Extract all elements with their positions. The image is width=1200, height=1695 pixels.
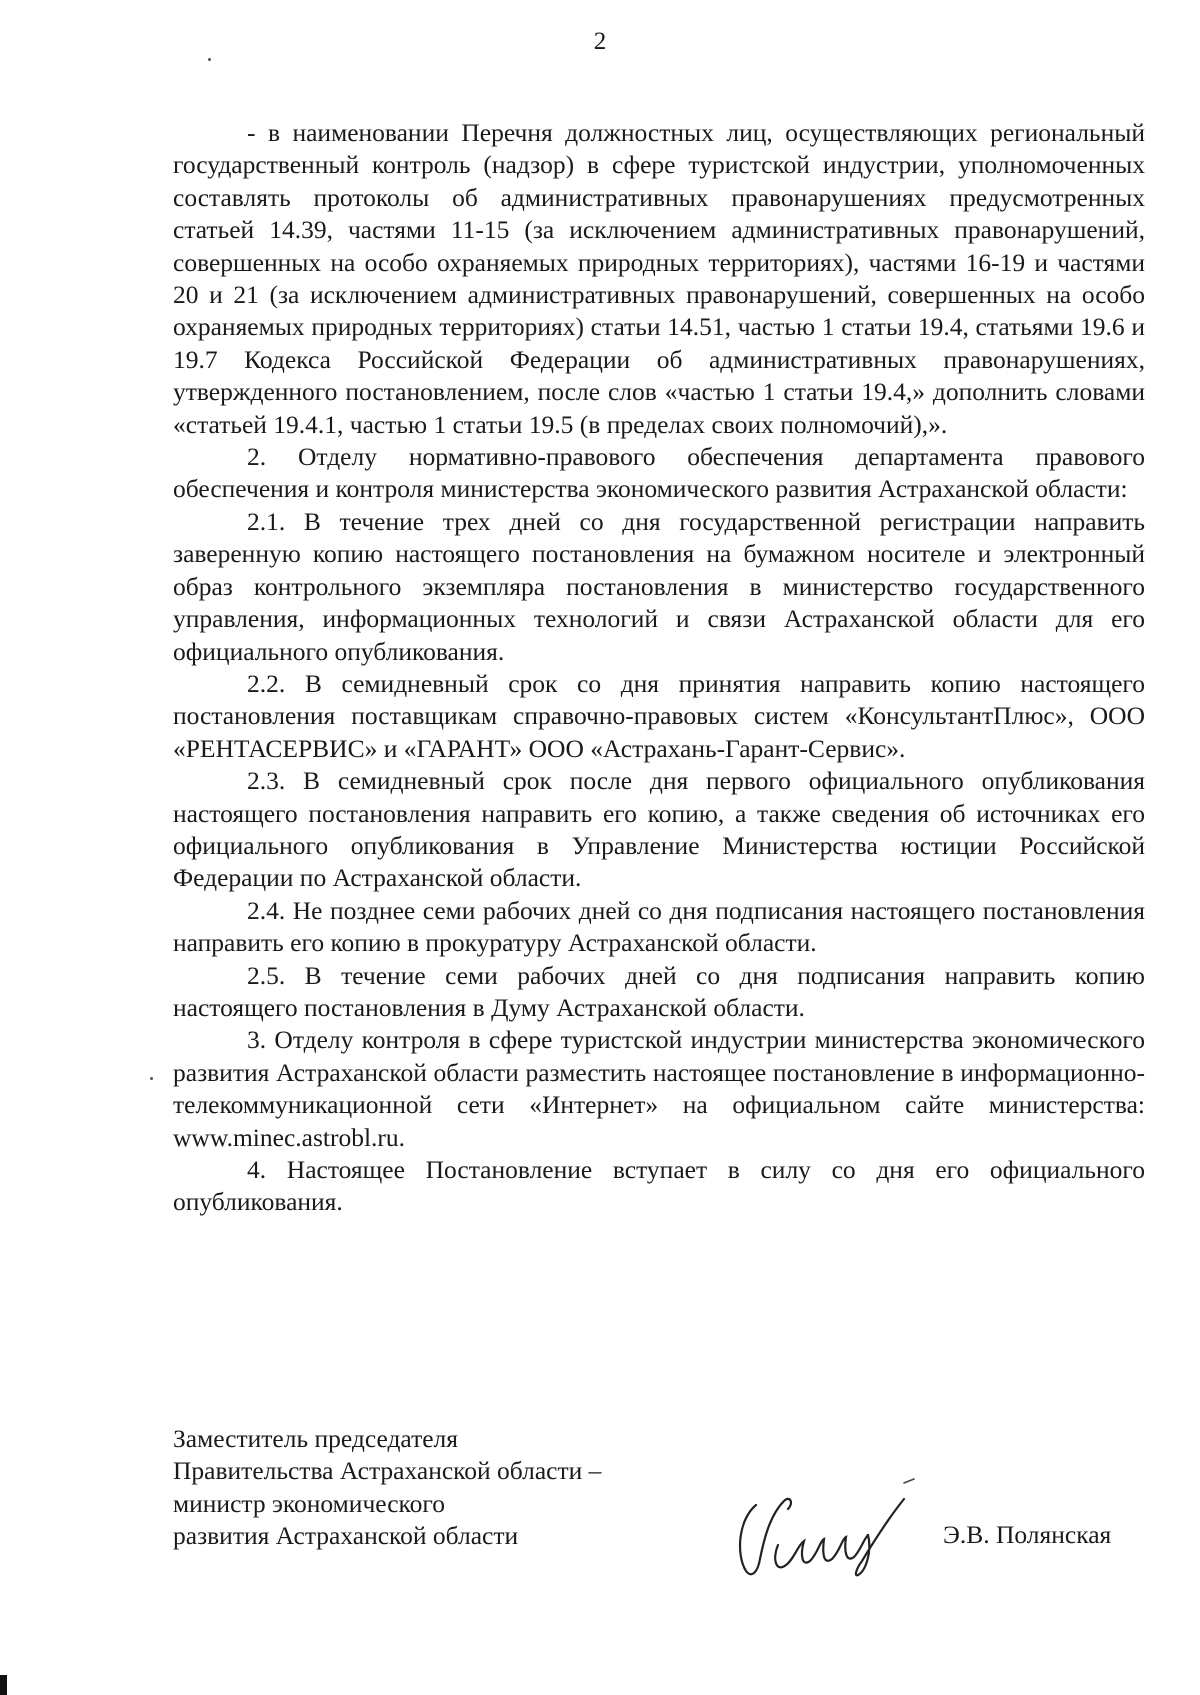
paragraph: 2.1. В течение трех дней со дня государственной регистрации направить заверенную копию настоящего постановления на бумажном носителе и электронный образ контрольного экземпляра постановления в министерство государственного управления, информационных технологий и связи Астраханской области для его официального опубликования. bbox=[173, 506, 1145, 666]
scan-edge-mark bbox=[0, 1675, 7, 1695]
paragraph: 3. Отделу контроля в сфере туристской индустрии министерства экономического развития Астраханской области разместить настоящее постановление в информационно-телекоммуникационной сети «Интернет» на официальном сайте министерства: www.minec.astrobl.ru. bbox=[173, 1025, 1145, 1152]
signature-block bbox=[173, 1423, 1145, 1563]
signer-title-line: развития Астраханской области bbox=[173, 1521, 519, 1551]
document-body bbox=[173, 117, 1145, 1219]
paragraph: 2.3. В семидневный срок после дня первого официального опубликования настоящего постановления направить его копию, а также сведения об источниках его официального опубликования в Управление Министерства юстиции Российской Федерации по Астраханской области. bbox=[173, 766, 1145, 893]
signer-name: Э.В. Полянская bbox=[943, 1520, 1112, 1549]
paragraph: 4. Настоящее Постановление вступает в силу со дня его официального опубликования. bbox=[173, 1155, 1145, 1217]
scan-speck bbox=[150, 1077, 153, 1080]
paragraph: 2.2. В семидневный срок со дня принятия направить копию настоящего постановления поставщикам справочно-правовых систем «КонсультантПлюс», ООО «РЕНТАСЕРВИС» и «ГАРАНТ» ООО «Астрахань-Гарант-Сервис». bbox=[173, 668, 1145, 763]
signer-title bbox=[173, 1423, 601, 1553]
handwritten-signature bbox=[728, 1475, 918, 1585]
paragraph: 2.5. В течение семи рабочих дней со дня подписания направить копию настоящего постановления в Думу Астраханской области. bbox=[173, 960, 1145, 1022]
paragraph: 2.4. Не позднее семи рабочих дней со дня подписания настоящего постановления направить его копию в прокуратуру Астраханской области. bbox=[173, 895, 1145, 958]
signer-title-line: Заместитель председателя bbox=[173, 1424, 458, 1453]
page-number: 2 bbox=[593, 28, 607, 55]
signer-title-line: министр экономического bbox=[173, 1488, 445, 1518]
scan-speck bbox=[208, 58, 211, 61]
paragraph: 2. Отделу нормативно-правового обеспечения департамента правового обеспечения и контроля министерства экономического развития Астраханской области: bbox=[173, 442, 1145, 504]
signer-title-line: Правительства Астраханской области – bbox=[173, 1456, 602, 1486]
paragraph: - в наименовании Перечня должностных лиц, осуществляющих региональный государственный контроль (надзор) в сфере туристской индустрии, уполномоченных составлять протоколы об административных правонарушениях предусмотренных статьей 14.39, частями 11-15 (за исключением административных правонарушений, совершенных на особо охраняемых природных территориях), частями 16-19 и частями 20 и 21 (за исключением административных правонарушений, совершенных на особо охраняемых природных территориях) статьи 14.51, частью 1 статьи 19.4, статьями 19.6 и 19.7 Кодекса Российской Федерации об административных правонарушениях, утвержденного постановлением, после слов «частью 1 статьи 19.4,» дополнить словами «статьей 19.4.1, частью 1 статьи 19.5 (в пределах своих полномочий),». bbox=[173, 118, 1145, 439]
